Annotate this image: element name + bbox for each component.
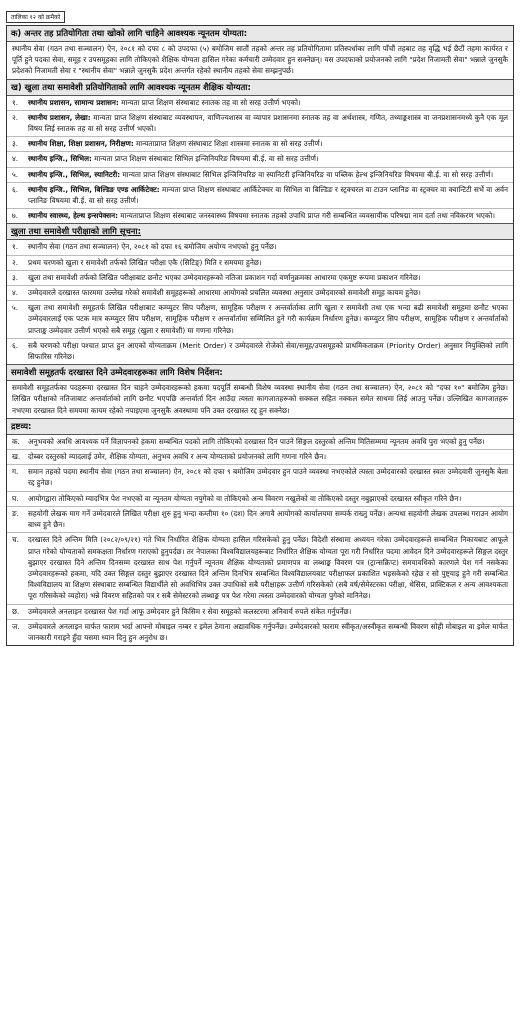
item-body: दोब्बर दस्तुरको म्यादलाई उमेर, शैक्षिक योग्यता, अनुभव अवधि र अन्य योग्यताको प्रयोजनको लागि गणना गरिने छैन। — [28, 452, 327, 462]
item-number: घ. — [12, 493, 19, 503]
item-body: अनुभवको अवधि आवश्यक पर्ने विज्ञापनको हकमा सम्बन्धित पदको लागि तोकिएको दरखास्त दिन पाउने सिङ्गल दस्तुरको अन्तिम मितिसम्ममा न्यूनतम अवधि पुरा भएको हुनु पर्नेछ। — [28, 436, 485, 446]
list-item — [7, 435, 513, 450]
item-text — [28, 153, 508, 164]
list-item — [7, 620, 513, 645]
section-title: ख) खुला तथा समावेशी प्रतियोगिताको लागि आवश्यक न्यूनतम शैक्षिक योग्यता: — [7, 79, 513, 96]
item-number: ६. — [12, 340, 19, 350]
item-body: सबै चरणको परीक्षा पश्चात प्राप्त हुन आएको योग्यताक्रम (Merit Order) र उम्मेदवारले रोजेको सेवा/समूह/उपसमूहको प्राथमिकताक्रम (Priority Order) अनुसार नियुक्तिको लागि सिफारिस गरिनेछ। — [28, 340, 508, 362]
item-number: ३. — [12, 139, 19, 149]
list-item — [7, 286, 513, 301]
section-title: खुला तथा समावेशी परीक्षाको लागि सूचना: — [7, 223, 513, 240]
item-body: उम्मेदवारले अनलाइन दरखास्त पेश गर्दा आफू उम्मेदवार हुने किसिम र सेवा समूहको कलस्टरमा अनिवार्य रुपले संकेत गर्नुपर्नेछ। — [28, 606, 352, 616]
item-number: ६. — [12, 184, 19, 194]
item-text — [28, 184, 508, 206]
section-title: द्रष्टव्य: — [7, 418, 513, 435]
item-text — [28, 97, 508, 108]
item-body: मान्यता प्राप्त शिक्षण संस्थाबाट व्यवस्थापन, वाणिज्यशास्त्र वा व्यापार प्रशासनमा स्नातक तह वा अर्थशास्त्र, गणित, तथ्याङ्कशास्त्र वा जनप्रशासनमध्ये कुनै एक मूल विषय लिई स्नातक तह वा सो सरह उत्तीर्ण भएको। — [28, 112, 508, 134]
section-list — [7, 240, 513, 364]
item-body: मान्यता प्राप्त शिक्षण संस्थाबाट सिभिल इन्जिनियरिङ वा स्यानिटरी इन्जिनियरिङ वा पब्लिक हेल्थ इन्जिनियरिङ विषयमा बी.ई. वा सो सरह उत्तीर्ण। — [120, 169, 494, 179]
section-paragraph: स्थानीय सेवा (गठन तथा सञ्चालन) ऐन, २०८१ को दफा ८ को उपदफा (५) बमोजिम सातौं तहको अन्तर तह प्रतियोगितामा प्रतिस्पर्धाका लागि पाँचौं तहबाट तह वृद्धि भई छैटौं तहमा कार्यरत र पूर्ति हुने पदका सेवा, समूह र उपसमूहका लागि तोकिएको शैक्षिक योग्यता हासिल गरेका कर्मचारी उम्मेदवार हुन सक्नेछन्। यस उपदफाको प्रयोजनको लागि "प्रदेश निजामती सेवा" भन्नाले जुनसुकै प्रदेशको निजामती सेवा र "स्थानीय सेवा" भन्नाले जुनसुकै प्रदेश अन्तर्गत रहेको स्थानीय तहको सेवा सम्झनुपर्छ। — [12, 44, 508, 76]
item-number: ५. — [12, 303, 19, 313]
list-item — [7, 137, 513, 152]
item-number: ग. — [12, 467, 19, 477]
item-lead: स्थानीय इन्जि., सिभिल, स्यानिटरी: — [28, 169, 121, 179]
section-title: क) अन्तर तह प्रतियोगिता तथा खोको लागि चाहिने आवश्यक न्यूनतम योग्यता: — [7, 26, 513, 42]
item-body: मान्यता प्राप्त शिक्षण संस्थाबाट स्नातक तह वा सो सरह उत्तीर्ण भएको। — [118, 97, 301, 107]
item-text — [28, 621, 508, 643]
item-text — [28, 451, 508, 462]
item-number: क. — [12, 436, 20, 446]
item-body: समान तहको पदमा स्थानीय सेवा (गठन तथा सञ्चालन) ऐन, २०८१ को दफा ९ बमोजिम उम्मेदवार हुन पाउने व्यवस्था नभएकोले त्यस्ता उम्मेदवारको दरखास्त स्वतः उम्मेदवारी जुनसुकै बेला रद्द हुनेछ। — [28, 467, 508, 488]
item-body: मान्यताप्राप्त शिक्षण संस्थाबाट शिक्षा शास्त्रमा स्नातक वा सो सरह उत्तीर्ण। — [133, 139, 323, 149]
item-text — [28, 302, 508, 336]
list-item — [7, 533, 513, 604]
notice-frame — [6, 25, 514, 646]
item-number: छ. — [12, 606, 20, 616]
item-number: ३. — [12, 272, 19, 282]
item-text — [28, 287, 508, 298]
item-number: ७. — [12, 211, 19, 221]
item-text — [28, 210, 508, 221]
item-body: खुला तथा समावेशी समूहतर्फ लिखित परीक्षाबाट कम्प्युटर सिप परीक्षण, सामूहिक परीक्षण र अन्तर्वार्ताका लागि खुला र समावेशी तथा एक भन्दा बढी समावेशी समूहमा छनौट भएका उम्मेदवारलाई एक पटक मात्र कम्प्युटर सिप परीक्षण, सामूहिक परीक्षण र अन्तर्वार्तामा सम्मिलित हुने गरी कार्यक्रम निर्धारण हुनेछ। कम्प्युटर सिप परीक्षण, सामूहिक परीक्षण र अन्तर्वार्ताको प्राप्ताङ्क उम्मेदवार उत्तीर्ण भएको सबै समूह (खुला र समावेशी) मा गणना गरिनेछ। — [28, 303, 508, 335]
list-item — [7, 183, 513, 209]
list-item — [7, 256, 513, 271]
list-item — [7, 507, 513, 533]
item-body: आयोगद्वारा तोकिएको म्यादभित्र पेश नभएको वा न्यूनतम योग्यता नपुगेको वा तोकिएको अन्य विवरण नखुलेको वा तोकिएको दस्तुर नबुझाएको दरखास्त स्वीकृत गरिने छैन। — [28, 493, 462, 503]
item-body: स्थानीय सेवा (गठन तथा सञ्चालन) ऐन, २०८१ को दफा १६ बमोजिम अयोग्य नभएको हुनु पर्नेछ। — [28, 242, 277, 252]
list-item — [7, 465, 513, 491]
list-item — [7, 240, 513, 255]
item-number: ख. — [12, 452, 21, 462]
list-item — [7, 168, 513, 183]
item-text — [28, 436, 508, 447]
item-text — [28, 508, 508, 530]
item-number: ४. — [12, 154, 19, 164]
item-lead: स्थानीय शिक्षा, शिक्षा प्रशासन, निरीक्षण: — [28, 139, 134, 149]
item-body: सहयोगी लेखक माग गर्ने उम्मेदवारले लिखित परीक्षा शुरु हुनु भन्दा कम्तीमा १० (दश) दिन अगावै आयोगको कार्यालयमा सम्पर्क राख्नु पर्नेछ। अन्यथा सहयोगी लेखक उपलब्ध गराउन आयोग बाध्य हुने छैन। — [28, 508, 508, 530]
item-body: खुला तथा समावेशी तर्फको लिखित परीक्षाबाट छनौट भएका उम्मेदवारहरूको नतिजा प्रकाशन गर्दा वर्णानुक्रमका आधारमा एकमुष्ट रूपमा प्रकाशन गरिनेछ। — [28, 272, 421, 282]
list-item — [7, 209, 513, 223]
item-number: १. — [12, 97, 19, 107]
item-text — [28, 340, 508, 362]
item-text — [28, 272, 508, 283]
item-lead: स्थानीय स्वास्थ्य, हेल्थ इन्सपेक्सन: — [28, 211, 118, 221]
item-number: ५. — [12, 169, 19, 179]
list-item — [7, 152, 513, 167]
list-item — [7, 111, 513, 137]
item-text — [28, 257, 508, 268]
item-text — [28, 112, 508, 134]
item-lead: स्थानीय इन्जि., सिभिल, बिल्डिङ एण्ड आर्किटेक्ट: — [28, 184, 160, 194]
item-text — [28, 169, 508, 180]
item-text — [28, 534, 508, 601]
item-body: प्रथम चरणको खुला र समावेशी तर्फको लिखित परीक्षा एकै (सिटिङ्) मिति र समयमा हुनेछ। — [28, 257, 262, 267]
list-item — [7, 339, 513, 364]
list-item — [7, 301, 513, 339]
item-number: च. — [12, 535, 19, 545]
item-number: २. — [12, 112, 19, 122]
list-item — [7, 96, 513, 111]
list-item — [7, 492, 513, 507]
item-number: ङ. — [12, 508, 19, 518]
item-body: मान्यता प्राप्त शिक्षण संस्थाबाट आर्किटेक्चर वा सिभिल वा बिल्डिङ र स्ट्रक्चरल वा टाउन प्लानिङ वा स्ट्रक्चर वा क्वान्टिटी सर्भे वा अर्वन प्लानिङ विषयमा बी.ई. वा सो सरह उत्तीर्ण। — [28, 184, 509, 206]
section-list — [7, 435, 513, 645]
item-lead: स्थानीय प्रशासन, लेखा: — [28, 112, 91, 122]
list-item — [7, 450, 513, 465]
item-body: मान्यताप्राप्त शिक्षण संस्थाबाट जनस्वास्थ्य विषयमा स्नातक तहको उपाधि प्राप्त गरी सम्बन्धित व्यवसायीक परिषद्मा नाम दर्ता तथा नविकरण भएको। — [118, 211, 495, 221]
list-item — [7, 605, 513, 620]
item-number: १. — [12, 242, 19, 252]
item-text — [28, 493, 508, 504]
item-lead: स्थानीय प्रशासन, सामान्य प्रशासन: — [28, 97, 119, 107]
item-text — [28, 466, 508, 488]
item-number: २. — [12, 257, 19, 267]
item-text — [28, 138, 508, 149]
item-body: उम्मेदवारले दरखास्त फारममा उल्लेख गरेको समावेशी समूहहरूको आधारमा आयोगको प्रचलित व्यवस्था अनुसार उम्मेदवारको समावेशी समूह कायम हुनेछ। — [28, 288, 421, 298]
item-text — [28, 241, 508, 252]
continuation-tag: तालिका १२ को क्रमैको — [6, 11, 65, 23]
item-text — [28, 606, 508, 617]
item-number: ज. — [12, 621, 20, 631]
item-body: उम्मेदवारले अनलाइन मार्फत फाराम भर्दा आफ्नो मोबाइल नम्बर र इमेल ठेगाना अद्यावधिक गर्नुपर्नेछ। उम्मेदवारको फाराम स्वीकृत/अस्वीकृत सम्बन्धी विवरण सोही मोबाइल वा इमेल मार्फत जानकारी गराइने हुँदा यसमा ध्यान दिनु हुन अनुरोध छ। — [28, 621, 508, 642]
list-item — [7, 271, 513, 286]
item-body: मान्यता प्राप्त शिक्षण संस्थाबाट सिभिल इन्जिनियरिङ विषयमा बी.ई. वा सो सरह उत्तीर्ण। — [91, 154, 319, 164]
section-title: समावेशी समूहतर्फ दरखास्त दिने उम्मेदवारहरूका लागि विशेष निर्देशन: — [7, 364, 513, 381]
item-number: ४. — [12, 288, 19, 298]
section-paragraph: समावेशी समूहतर्फका पदहरूमा दरखास्त दिन चाहने उम्मेदवारहरूको हकमा पदपूर्ति सम्बन्धी विशेष व्यवस्था स्थानीय सेवा (गठन तथा सञ्चालन) ऐन, २०८१ को "दफा १०" बमोजिम हुनेछ। लिखित परीक्षाको नतिजाबाट अन्तर्वार्ताको लागि छनौट भएपछि अन्तर्वार्ता दिन आउँदा त्यस्ता कागजातहरूको सक्कल सहित नक्कल समेत साथमा लिई आउनु पर्नेछ। उल्लिखित कागजातहरू नभएमा दरखास्त दिने समयमा कायम रहेको नपाइएमा जुनसुकै अवस्थामा पनि उक्त दरखास्त रद्द हुन सक्नेछ। — [12, 383, 508, 415]
item-body: दरखास्त दिने अन्तिम मिति (२०८२/०९/२१) गते भित्र निर्धारित शैक्षिक योग्यता हासिल गरिसकेको हुनु पर्नेछ। विदेशी संस्थामा अध्ययन गरेका उम्मेदवारहरूले सम्बन्धित निकायबाट आफूले प्राप्त गरेको योग्यताको समकक्षता निर्धारण गराएको हुनुपर्दछ। तर नेपालका विश्वविद्यालयहरूबाट निर्धारित शैक्षिक योग्यता पूरा गरी निर्धारित पदमा आवेदन दिने उम्मेदवारहरूले सिङ्गल दस्तुर बुझाएर दरखास्त दिने अन्तिम दिनसम्म दरखास्त साथ पेश गर्नुपर्ने न्यूनतम शैक्षिक योग्यताको प्रमाणपत्र वा लब्धाङ्क विवरण पत्र (ट्रान्सक्रिप्ट) समयावधिको कारणले पेश गर्न नसकेका उम्मेदवारहरूको हकमा, यदि उक्त सिङ्गल दस्तुर बुझाएर दरखास्त दिने अन्तिम दिनभित्र सम्बन्धित विश्वविद्यालयबाट परीक्षाफल प्रकाशित भइसकेको रहेछ र सो पुष्ट्याइ हुने गरी सम्बन्धित विश्वविद्यालय वा शिक्षण संस्थाबाट सम्बन्धित विद्यार्थीले सो अवधिभित्र उक्त उपाधिको सबै परीक्षाहरू उत्तीर्ण गरिसकेको (सबै वर्ष/सेमेस्टरका परीक्षा, थेसिस, प्राक्टिकल र अन्य आवश्यकता पूरा गरिसकेको व्यहोरा) भन्ने विवरण सहितको पत्र र सबै सेमेस्टरको लब्धाङ्क पत्र पेश गरेमा त्यस्ता उम्मेदवारको योग्यता पुगेको मानिनेछ। — [28, 535, 508, 601]
item-lead: स्थानीय इन्जि., सिभिल: — [28, 154, 92, 164]
section-list — [7, 96, 513, 224]
